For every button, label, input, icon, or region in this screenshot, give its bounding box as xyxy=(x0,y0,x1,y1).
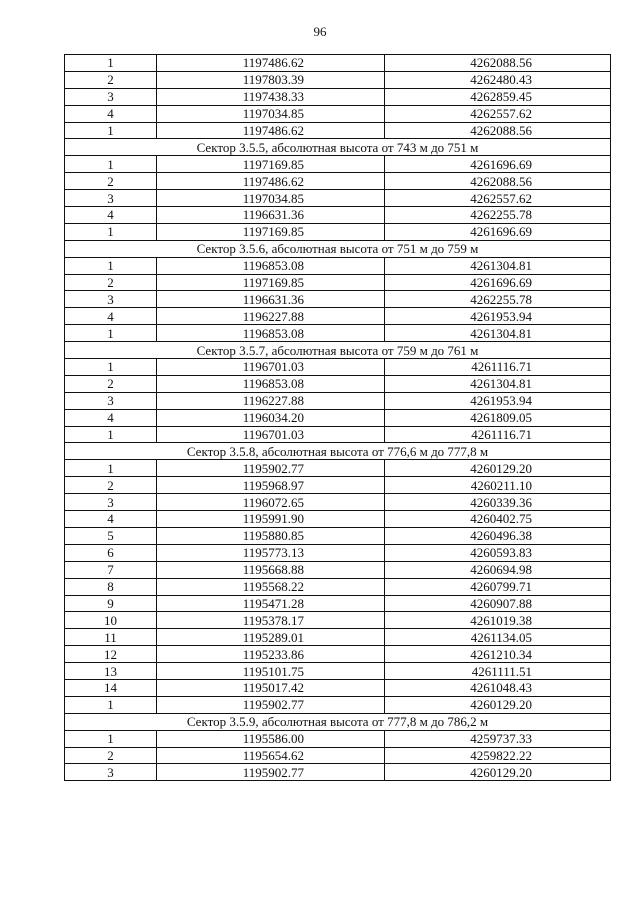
coordinates-table xyxy=(64,54,611,781)
table-row xyxy=(65,88,611,105)
coordinate-y: 4260907.88 xyxy=(385,595,611,612)
coordinate-x: 1196853.08 xyxy=(157,325,385,342)
table-row xyxy=(65,291,611,308)
coordinate-y: 4262557.62 xyxy=(385,105,611,122)
point-number: 1 xyxy=(65,257,157,274)
point-number: 3 xyxy=(65,494,157,511)
point-number: 8 xyxy=(65,578,157,595)
point-number: 5 xyxy=(65,527,157,544)
coordinate-y: 4259737.33 xyxy=(385,730,611,747)
coordinate-y: 4260496.38 xyxy=(385,527,611,544)
coordinate-y: 4261809.05 xyxy=(385,409,611,426)
coordinate-x: 1195902.77 xyxy=(157,764,385,781)
coordinate-y: 4260129.20 xyxy=(385,764,611,781)
coordinate-y: 4260129.20 xyxy=(385,696,611,713)
table-row xyxy=(65,511,611,528)
coordinate-y: 4262088.56 xyxy=(385,173,611,190)
point-number: 11 xyxy=(65,629,157,646)
coordinate-y: 4262255.78 xyxy=(385,207,611,224)
table-row xyxy=(65,544,611,561)
point-number: 13 xyxy=(65,663,157,680)
table-row xyxy=(65,207,611,224)
sector-title: Сектор 3.5.7, абсолютная высота от 759 м до 761 м xyxy=(65,342,611,359)
coordinate-y: 4262088.56 xyxy=(385,122,611,139)
coordinate-x: 1196701.03 xyxy=(157,359,385,376)
coordinate-x: 1195378.17 xyxy=(157,612,385,629)
coordinate-y: 4262088.56 xyxy=(385,55,611,72)
coordinate-x: 1195902.77 xyxy=(157,460,385,477)
table-row xyxy=(65,223,611,240)
table-row xyxy=(65,561,611,578)
table-row xyxy=(65,527,611,544)
point-number: 3 xyxy=(65,764,157,781)
coordinates-table-body xyxy=(65,55,611,781)
coordinate-x: 1196701.03 xyxy=(157,426,385,443)
point-number: 1 xyxy=(65,156,157,173)
coordinate-x: 1195586.00 xyxy=(157,730,385,747)
table-row xyxy=(65,122,611,139)
table-row xyxy=(65,747,611,764)
sector-title: Сектор 3.5.5, абсолютная высота от 743 м до 751 м xyxy=(65,139,611,156)
point-number: 1 xyxy=(65,460,157,477)
coordinate-x: 1195471.28 xyxy=(157,595,385,612)
table-row xyxy=(65,663,611,680)
table-row xyxy=(65,105,611,122)
coordinate-x: 1195968.97 xyxy=(157,477,385,494)
coordinate-x: 1197803.39 xyxy=(157,71,385,88)
point-number: 4 xyxy=(65,308,157,325)
point-number: 3 xyxy=(65,88,157,105)
point-number: 4 xyxy=(65,105,157,122)
coordinate-y: 4261953.94 xyxy=(385,392,611,409)
coordinate-x: 1195017.42 xyxy=(157,679,385,696)
coordinate-y: 4260129.20 xyxy=(385,460,611,477)
point-number: 1 xyxy=(65,55,157,72)
coordinate-y: 4261019.38 xyxy=(385,612,611,629)
coordinate-y: 4261696.69 xyxy=(385,223,611,240)
coordinate-y: 4260339.36 xyxy=(385,494,611,511)
table-row xyxy=(65,696,611,713)
coordinate-x: 1195289.01 xyxy=(157,629,385,646)
coordinate-x: 1195668.88 xyxy=(157,561,385,578)
coordinate-x: 1195568.22 xyxy=(157,578,385,595)
point-number: 1 xyxy=(65,325,157,342)
coordinate-x: 1197169.85 xyxy=(157,223,385,240)
coordinate-x: 1197486.62 xyxy=(157,173,385,190)
point-number: 7 xyxy=(65,561,157,578)
table-row xyxy=(65,71,611,88)
point-number: 3 xyxy=(65,291,157,308)
table-row xyxy=(65,325,611,342)
point-number: 14 xyxy=(65,679,157,696)
coordinate-x: 1196631.36 xyxy=(157,207,385,224)
point-number: 3 xyxy=(65,392,157,409)
coordinate-y: 4260402.75 xyxy=(385,511,611,528)
coordinate-y: 4260593.83 xyxy=(385,544,611,561)
point-number: 4 xyxy=(65,409,157,426)
point-number: 1 xyxy=(65,426,157,443)
point-number: 3 xyxy=(65,190,157,207)
coordinate-x: 1195233.86 xyxy=(157,646,385,663)
coordinate-y: 4262859.45 xyxy=(385,88,611,105)
point-number: 12 xyxy=(65,646,157,663)
table-row xyxy=(65,646,611,663)
coordinate-y: 4261116.71 xyxy=(385,359,611,376)
coordinate-x: 1196227.88 xyxy=(157,392,385,409)
table-row xyxy=(65,578,611,595)
page-number: 96 xyxy=(313,24,327,39)
table-row xyxy=(65,257,611,274)
coordinate-x: 1196853.08 xyxy=(157,257,385,274)
coordinate-y: 4261953.94 xyxy=(385,308,611,325)
coordinate-x: 1196853.08 xyxy=(157,375,385,392)
coordinate-y: 4262557.62 xyxy=(385,190,611,207)
point-number: 2 xyxy=(65,477,157,494)
coordinate-y: 4261304.81 xyxy=(385,325,611,342)
coordinate-y: 4261210.34 xyxy=(385,646,611,663)
point-number: 1 xyxy=(65,696,157,713)
coordinate-y: 4260694.98 xyxy=(385,561,611,578)
table-row xyxy=(65,173,611,190)
coordinate-x: 1195101.75 xyxy=(157,663,385,680)
coordinate-x: 1197169.85 xyxy=(157,156,385,173)
point-number: 10 xyxy=(65,612,157,629)
table-row xyxy=(65,426,611,443)
coordinate-x: 1196034.20 xyxy=(157,409,385,426)
table-row xyxy=(65,308,611,325)
coordinate-y: 4260211.10 xyxy=(385,477,611,494)
coordinate-y: 4261134.05 xyxy=(385,629,611,646)
point-number: 1 xyxy=(65,730,157,747)
coordinate-x: 1197169.85 xyxy=(157,274,385,291)
table-row xyxy=(65,274,611,291)
point-number: 4 xyxy=(65,207,157,224)
coordinate-x: 1195773.13 xyxy=(157,544,385,561)
coordinate-y: 4259822.22 xyxy=(385,747,611,764)
table-row xyxy=(65,494,611,511)
sector-title: Сектор 3.5.6, абсолютная высота от 751 м до 759 м xyxy=(65,240,611,257)
coordinate-y: 4261304.81 xyxy=(385,257,611,274)
table-row xyxy=(65,629,611,646)
coordinate-x: 1196631.36 xyxy=(157,291,385,308)
point-number: 2 xyxy=(65,747,157,764)
point-number: 9 xyxy=(65,595,157,612)
point-number: 1 xyxy=(65,359,157,376)
table-row xyxy=(65,359,611,376)
coordinate-y: 4261048.43 xyxy=(385,679,611,696)
table-row xyxy=(65,595,611,612)
table-row xyxy=(65,409,611,426)
sector-header-row xyxy=(65,139,611,156)
coordinate-x: 1196072.65 xyxy=(157,494,385,511)
coordinate-x: 1197486.62 xyxy=(157,122,385,139)
coordinate-x: 1197034.85 xyxy=(157,190,385,207)
sector-title: Сектор 3.5.9, абсолютная высота от 777,8 м до 786,2 м xyxy=(65,713,611,730)
coordinate-y: 4260799.71 xyxy=(385,578,611,595)
point-number: 1 xyxy=(65,223,157,240)
coordinate-y: 4262255.78 xyxy=(385,291,611,308)
coordinate-x: 1195654.62 xyxy=(157,747,385,764)
table-row xyxy=(65,190,611,207)
table-row xyxy=(65,55,611,72)
point-number: 2 xyxy=(65,71,157,88)
sector-title: Сектор 3.5.8, абсолютная высота от 776,6 м до 777,8 м xyxy=(65,443,611,460)
table-row xyxy=(65,764,611,781)
sector-header-row xyxy=(65,342,611,359)
coordinate-x: 1195991.90 xyxy=(157,511,385,528)
table-row xyxy=(65,612,611,629)
coordinate-y: 4261696.69 xyxy=(385,156,611,173)
coordinate-x: 1197486.62 xyxy=(157,55,385,72)
coordinate-x: 1196227.88 xyxy=(157,308,385,325)
sector-header-row xyxy=(65,443,611,460)
point-number: 6 xyxy=(65,544,157,561)
point-number: 4 xyxy=(65,511,157,528)
coordinate-y: 4262480.43 xyxy=(385,71,611,88)
table-row xyxy=(65,730,611,747)
coordinate-y: 4261111.51 xyxy=(385,663,611,680)
coordinate-y: 4261304.81 xyxy=(385,375,611,392)
point-number: 2 xyxy=(65,173,157,190)
coordinate-x: 1195902.77 xyxy=(157,696,385,713)
table-row xyxy=(65,375,611,392)
table-row xyxy=(65,679,611,696)
table-row xyxy=(65,460,611,477)
sector-header-row xyxy=(65,713,611,730)
point-number: 2 xyxy=(65,375,157,392)
sector-header-row xyxy=(65,240,611,257)
coordinate-x: 1197034.85 xyxy=(157,105,385,122)
coordinate-x: 1197438.33 xyxy=(157,88,385,105)
table-row xyxy=(65,392,611,409)
point-number: 2 xyxy=(65,274,157,291)
coordinate-y: 4261696.69 xyxy=(385,274,611,291)
point-number: 1 xyxy=(65,122,157,139)
table-row xyxy=(65,477,611,494)
table-row xyxy=(65,156,611,173)
coordinate-x: 1195880.85 xyxy=(157,527,385,544)
coordinate-y: 4261116.71 xyxy=(385,426,611,443)
